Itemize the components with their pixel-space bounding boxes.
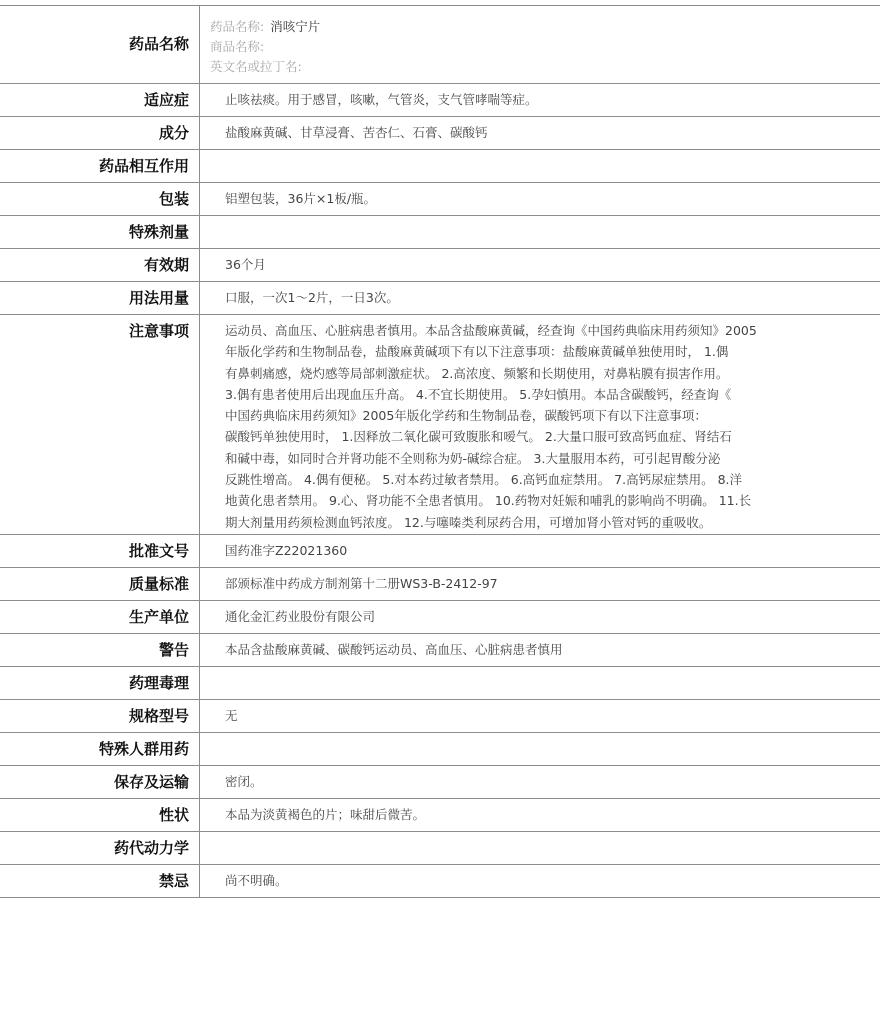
row-drug-name [0,6,880,84]
row-label: 药代动力学 [0,832,200,864]
row-special-groups [0,733,880,766]
row-value [200,832,880,864]
row-value: 尚不明确。 [225,873,288,888]
row-label: 保存及运输 [0,766,200,798]
row-value: 通化金汇药业股份有限公司 [225,609,376,624]
row-label: 批准文号 [0,535,200,567]
row-label: 药品相互作用 [0,150,200,182]
english-name-line [210,57,872,77]
row-value: 止咳祛痰。用于感冒，咳嗽，气管炎，支气管哮喘等症。 [225,92,538,107]
row-label: 成分 [0,117,200,149]
row-storage [0,766,880,799]
row-value: 部颁标准中药成方制剂第十二册WS3-B-2412-97 [225,576,498,591]
row-value: 本品为淡黄褐色的片；味甜后微苦。 [225,807,426,822]
row-label: 警告 [0,634,200,666]
row-value [200,216,880,248]
row-label: 质量标准 [0,568,200,600]
row-label: 特殊人群用药 [0,733,200,765]
row-ingredients [0,117,880,150]
row-label: 药理毒理 [0,667,200,699]
row-special-dosage [0,216,880,249]
precautions-text: 运动员、高血压、心脏病患者慎用。本品含盐酸麻黄碱，经查询《中国药典临床用药须知》2005 年版化学药和生物制品卷，盐酸麻黄碱项下有以下注意事项：盐酸麻黄碱单独使用时， 1.偶 有鼻刺痛感，烧灼感等局部刺激症状。 2.高浓度、频繁和长期使用，对鼻粘膜有损害作用。 3.偶有患者使用后出现血压升高。 4.不宜长期使用。 5.孕妇慎用。本品含碳酸钙，经查询《 中国药典临床用药须知》2005年版化学药和生物制品卷，碳酸钙项下有以下注意事项： 碳酸钙单独使用时， 1.因释放二氧化碳可致腹胀和嗳气。 2.大量口服可致高钙血症、肾结石 和碱中毒，如同时合并肾功能不全则称为奶-碱综合症。 3.大量服用本药，可引起胃酸分泌 反跳性增高。 4.偶有便秘。 5.对本药过敏者禁用。 6.高钙血症禁用。 7.高钙尿症禁用。 8.洋 地黄化患者禁用。 9.心、肾功能不全患者慎用。 10.药物对妊娠和哺乳的影响尚不明确。 11.长 期大剂量用药须检测血钙浓度。 12.与噻嗪类利尿药合用，可增加肾小管对钙的重吸收。 [225,323,757,530]
row-value: 无 [225,708,238,723]
row-label: 注意事项 [0,315,200,534]
row-value: 密闭。 [225,774,263,789]
row-label: 禁忌 [0,865,200,897]
row-quality-standard [0,568,880,601]
row-label: 用法用量 [0,282,200,314]
row-contraindications [0,865,880,898]
drug-info-table [0,5,880,898]
row-label: 规格型号 [0,700,200,732]
row-specification [0,700,880,733]
trade-name-key: 商品名称: [210,39,265,54]
row-value: 铝塑包装，36片×1板/瓶。 [225,191,377,206]
row-packaging [0,183,880,216]
row-interactions [0,150,880,183]
row-approval-number [0,535,880,568]
generic-name-line [210,17,872,37]
row-label: 药品名称 [0,6,200,83]
row-value: 本品含盐酸麻黄碱、碳酸钙运动员、高血压、心脏病患者慎用 [225,642,563,657]
row-appearance [0,799,880,832]
drug-name-values [200,6,880,83]
row-pharmacokinetics [0,832,880,865]
row-label: 有效期 [0,249,200,281]
generic-name-key: 药品名称: [210,19,265,34]
row-warning [0,634,880,667]
english-name-key: 英文名或拉丁名: [210,59,302,74]
row-value [200,733,880,765]
row-shelf-life [0,249,880,282]
row-value: 国药准字Z22021360 [225,543,348,558]
row-label: 包装 [0,183,200,215]
row-label: 生产单位 [0,601,200,633]
row-indications [0,84,880,117]
row-value: 36个月 [225,257,266,272]
row-label: 性状 [0,799,200,831]
generic-name-value: 消咳宁片 [270,19,321,34]
row-label: 特殊剂量 [0,216,200,248]
row-usage [0,282,880,315]
row-manufacturer [0,601,880,634]
row-precautions [0,315,880,535]
trade-name-line [210,37,872,57]
row-label: 适应症 [0,84,200,116]
row-value: 口服，一次1～2片，一日3次。 [225,290,399,305]
row-value: 盐酸麻黄碱、甘草浸膏、苦杏仁、石膏、碳酸钙 [225,125,488,140]
row-value [200,667,880,699]
row-value [200,150,880,182]
row-pharmacology [0,667,880,700]
